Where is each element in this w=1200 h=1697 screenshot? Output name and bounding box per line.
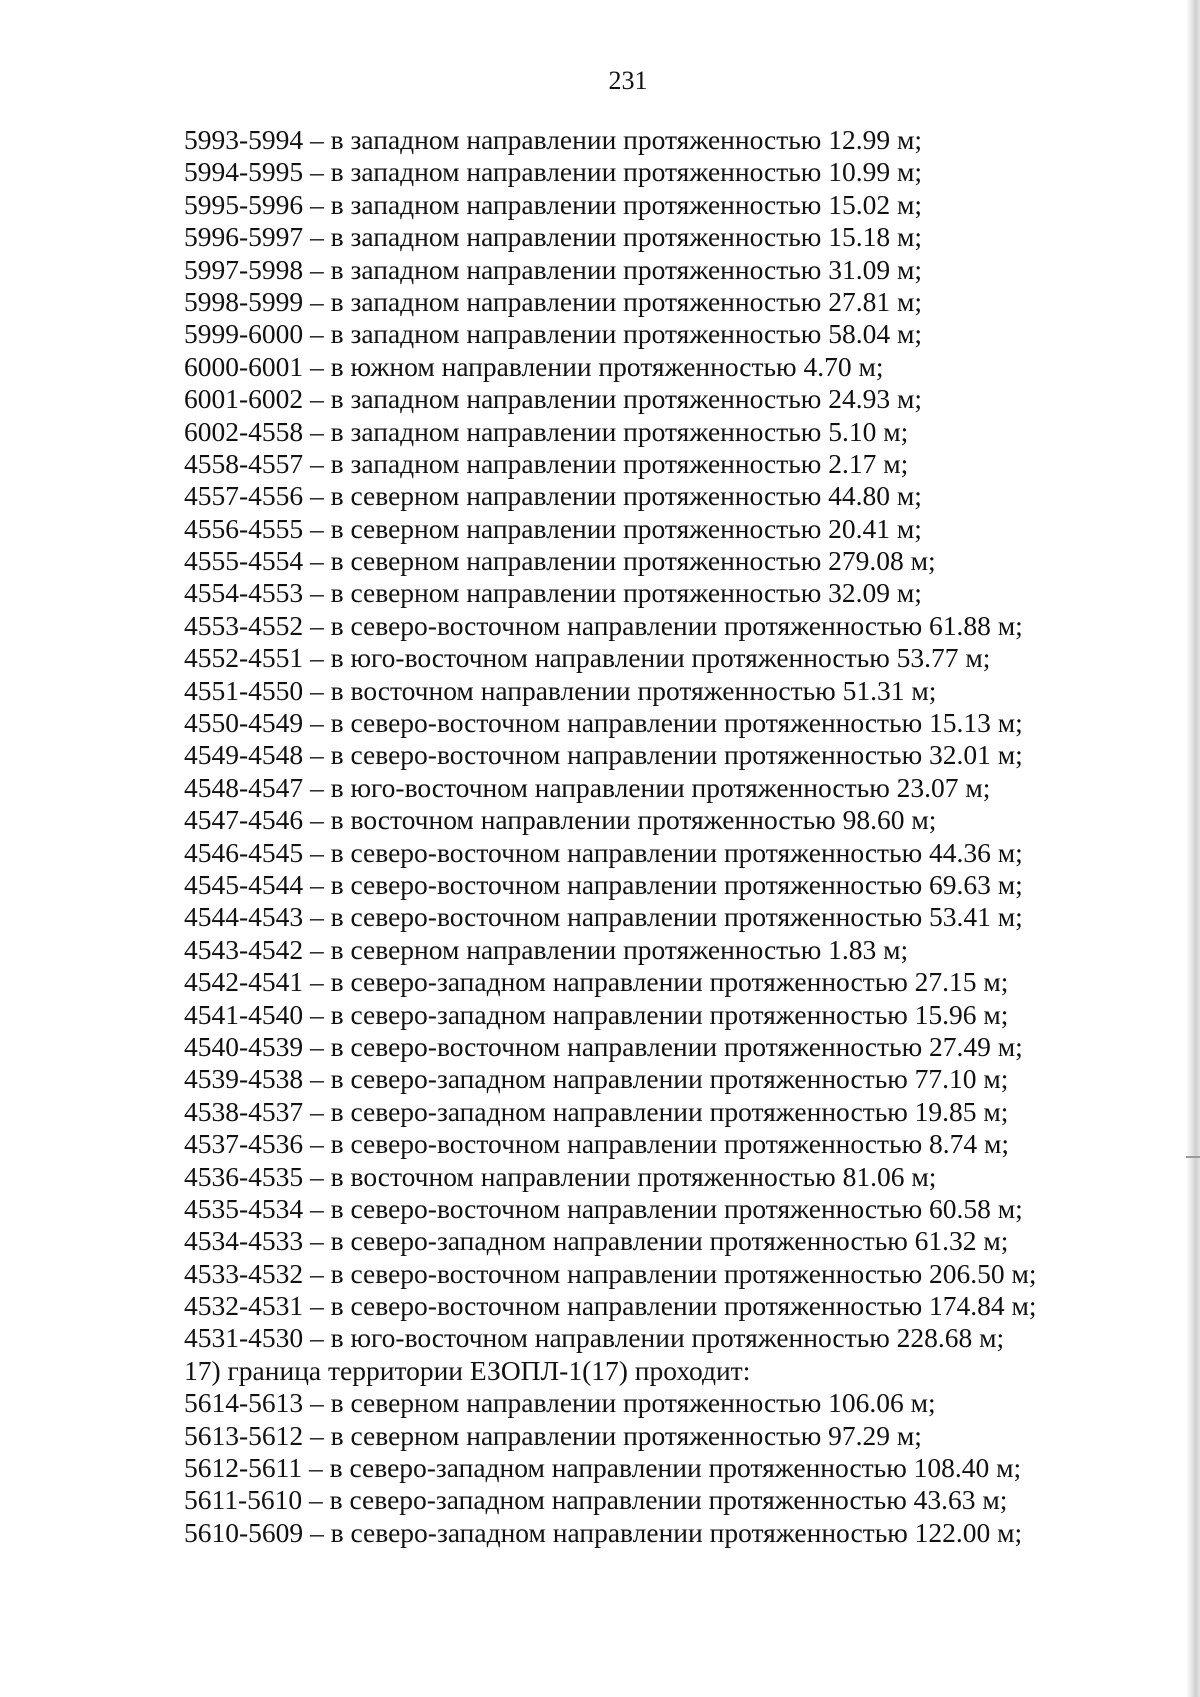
text-line: 4539-4538 – в северо-западном направлении протяженностью 77.10 м;	[184, 1063, 1009, 1095]
text-line: 5995-5996 – в западном направлении протяженностью 15.02 м;	[184, 188, 923, 220]
text-line: 4555-4554 – в северном направлении протяженностью 279.08 м;	[184, 545, 936, 577]
text-line: 4549-4548 – в северо-восточном направлении протяженностью 32.01 м;	[184, 739, 1023, 771]
text-line: 5611-5610 – в северо-западном направлении протяженностью 43.63 м;	[184, 1484, 1008, 1516]
scan-edge-mark	[1186, 1156, 1200, 1158]
text-line: 6000-6001 – в южном направлении протяженностью 4.70 м;	[184, 350, 884, 382]
text-line: 4533-4532 – в северо-восточном направлении протяженностью 206.50 м;	[184, 1257, 1037, 1289]
text-line: 4538-4537 – в северо-западном направлении протяженностью 19.85 м;	[184, 1095, 1009, 1127]
text-line: 5994-5995 – в западном направлении протяженностью 10.99 м;	[184, 156, 923, 188]
text-line: 5612-5611 – в северо-западном направлении протяженностью 108.40 м;	[184, 1452, 1022, 1484]
text-line: 4535-4534 – в северо-восточном направлении протяженностью 60.58 м;	[184, 1192, 1023, 1224]
text-line: 4554-4553 – в северном направлении протяженностью 32.09 м;	[184, 577, 922, 609]
section-heading: 17) граница территории ЕЗОПЛ-1(17) проходит:	[184, 1354, 751, 1386]
text-line: 4551-4550 – в восточном направлении протяженностью 51.31 м;	[184, 674, 937, 706]
text-line: 4548-4547 – в юго-восточном направлении протяженностью 23.07 м;	[184, 771, 991, 803]
text-line: 5996-5997 – в западном направлении протяженностью 15.18 м;	[184, 221, 923, 253]
text-line: 5610-5609 – в северо-западном направлении протяженностью 122.00 м;	[184, 1516, 1023, 1548]
text-line: 4552-4551 – в юго-восточном направлении протяженностью 53.77 м;	[184, 642, 991, 674]
text-line: 4557-4556 – в северном направлении протяженностью 44.80 м;	[184, 480, 922, 512]
boundary-line-list	[184, 124, 1144, 1549]
text-line: 4547-4546 – в восточном направлении протяженностью 98.60 м;	[184, 804, 937, 836]
text-line: 5613-5612 – в северном направлении протяженностью 97.29 м;	[184, 1419, 922, 1451]
text-line: 4541-4540 – в северо-западном направлении протяженностью 15.96 м;	[184, 998, 1009, 1030]
scan-edge-shadow	[1186, 0, 1200, 1697]
text-line: 4553-4552 – в северо-восточном направлении протяженностью 61.88 м;	[184, 609, 1023, 641]
text-line: 4540-4539 – в северо-восточном направлении протяженностью 27.49 м;	[184, 1030, 1023, 1062]
text-line: 4543-4542 – в северном направлении протяженностью 1.83 м;	[184, 933, 909, 965]
text-line: 4546-4545 – в северо-восточном направлении протяженностью 44.36 м;	[184, 836, 1023, 868]
text-line: 5993-5994 – в западном направлении протяженностью 12.99 м;	[184, 124, 923, 155]
text-line: 4531-4530 – в юго-восточном направлении протяженностью 228.68 м;	[184, 1322, 1005, 1354]
text-line: 4556-4555 – в северном направлении протяженностью 20.41 м;	[184, 512, 922, 544]
text-line: 4544-4543 – в северо-восточном направлении протяженностью 53.41 м;	[184, 901, 1023, 933]
text-line: 5998-5999 – в западном направлении протяженностью 27.81 м;	[184, 285, 923, 317]
text-line: 4550-4549 – в северо-восточном направлении протяженностью 15.13 м;	[184, 707, 1023, 739]
text-line: 4534-4533 – в северо-западном направлении протяженностью 61.32 м;	[184, 1225, 1009, 1257]
text-line: 4545-4544 – в северо-восточном направлении протяженностью 69.63 м;	[184, 868, 1023, 900]
text-line: 4558-4557 – в западном направлении протяженностью 2.17 м;	[184, 447, 909, 479]
text-line: 5999-6000 – в западном направлении протяженностью 58.04 м;	[184, 318, 923, 350]
text-line: 4537-4536 – в северо-восточном направлении протяженностью 8.74 м;	[184, 1128, 1010, 1160]
text-line: 4536-4535 – в восточном направлении протяженностью 81.06 м;	[184, 1160, 937, 1192]
page-number: 231	[608, 66, 648, 95]
text-line: 4542-4541 – в северо-западном направлении протяженностью 27.15 м;	[184, 966, 1009, 998]
text-line: 6002-4558 – в западном направлении протяженностью 5.10 м;	[184, 415, 909, 447]
text-line: 4532-4531 – в северо-восточном направлении протяженностью 174.84 м;	[184, 1290, 1037, 1322]
text-line: 5614-5613 – в северном направлении протяженностью 106.06 м;	[184, 1387, 936, 1419]
text-line: 6001-6002 – в западном направлении протяженностью 24.93 м;	[184, 383, 923, 415]
text-line: 5997-5998 – в западном направлении протяженностью 31.09 м;	[184, 253, 923, 285]
